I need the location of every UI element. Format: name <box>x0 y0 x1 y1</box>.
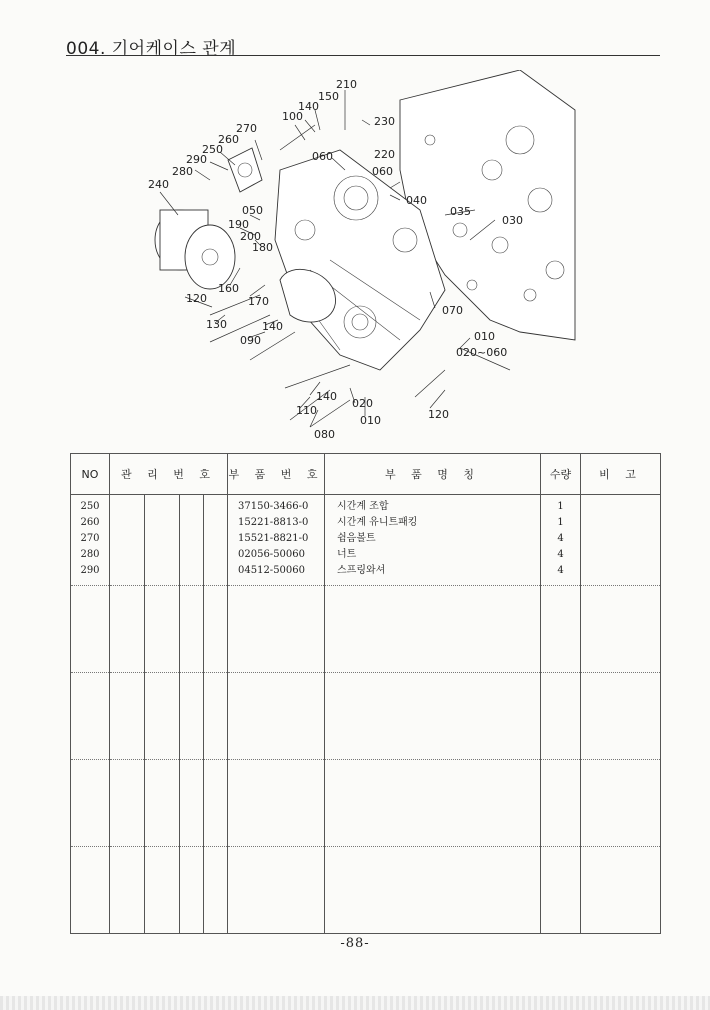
callout: 090 <box>240 334 261 347</box>
callout: 020 <box>352 397 373 410</box>
table-row <box>71 847 661 934</box>
callout: 080 <box>314 428 335 441</box>
page-number: -88- <box>340 936 370 951</box>
callout: 270 <box>236 122 257 135</box>
callout: 035 <box>450 205 471 218</box>
hour-meter <box>228 148 262 192</box>
callout: 220 <box>374 148 395 161</box>
table-row <box>71 495 661 586</box>
header-qty: 수량 <box>541 454 581 495</box>
callout: 100 <box>282 110 303 123</box>
qty-cell: 1 1 4 4 4 <box>541 495 581 586</box>
callout: 110 <box>296 404 317 417</box>
callout: 140 <box>316 390 337 403</box>
callout: 250 <box>202 143 223 156</box>
part-name-cell: 시간계 조합 시간계 유니트패킹 쉼음볼트 너트 스프링와셔 <box>325 495 541 586</box>
no-cell: 250 260 270 280 290 <box>71 495 110 586</box>
callout: 050 <box>242 204 263 217</box>
scan-edge <box>0 996 710 1010</box>
oil-filter <box>155 210 235 289</box>
table-row <box>71 673 661 760</box>
callout: 060 <box>372 165 393 178</box>
callout: 190 <box>228 218 249 231</box>
callout: 180 <box>252 241 273 254</box>
table-row <box>71 760 661 847</box>
callout: 040 <box>406 194 427 207</box>
callout: 230 <box>374 115 395 128</box>
title-rule <box>66 55 660 56</box>
callout: 070 <box>442 304 463 317</box>
callout: 130 <box>206 318 227 331</box>
header-remarks: 비 고 <box>581 454 661 495</box>
callout: 280 <box>172 165 193 178</box>
callout: 210 <box>336 78 357 91</box>
callout: 010 <box>474 330 495 343</box>
remarks-cell <box>581 495 661 586</box>
part-no-cell: 37150-3466-0 15221-8813-0 15521-8821-0 02056-50060 04512-50060 <box>228 495 325 586</box>
header-no: NO <box>71 454 110 495</box>
table-header-row <box>71 454 661 495</box>
header-part-name: 부 품 명 칭 <box>325 454 541 495</box>
page-title: 004. 기어케이스 관계 <box>66 39 237 59</box>
callout: 240 <box>148 178 169 191</box>
callout: 160 <box>218 282 239 295</box>
callout: 140 <box>262 320 283 333</box>
callout: 170 <box>248 295 269 308</box>
callout: 120 <box>186 292 207 305</box>
header-part-no: 부 품 번 호 <box>228 454 325 495</box>
callout: 060 <box>312 150 333 163</box>
callout: 020~060 <box>456 346 508 359</box>
parts-table <box>70 453 661 934</box>
callout: 140 <box>298 100 319 113</box>
callout: 260 <box>218 133 239 146</box>
callout: 120 <box>428 408 449 421</box>
callout: 010 <box>360 414 381 427</box>
header-management-no: 관 리 번 호 <box>110 454 228 495</box>
callout: 290 <box>186 153 207 166</box>
callout: 200 <box>240 230 261 243</box>
callout: 150 <box>318 90 339 103</box>
table-row <box>71 586 661 673</box>
gear-case-exploded-diagram <box>100 70 580 450</box>
callout: 030 <box>502 214 523 227</box>
